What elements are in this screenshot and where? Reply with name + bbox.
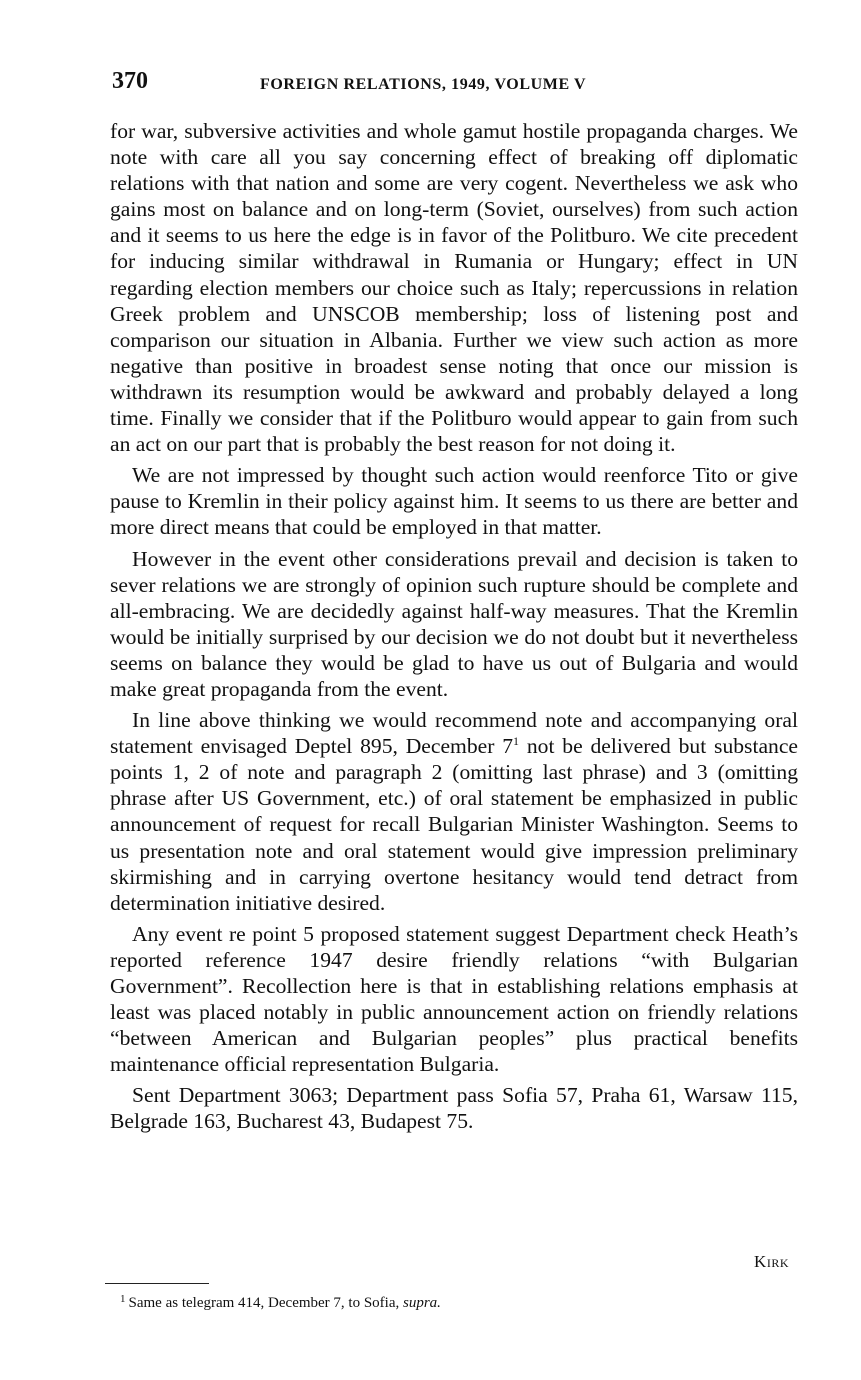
footnote-mark: 1 xyxy=(120,1293,126,1305)
paragraph-4-start: In line above thinking we would recommend note and accompanying oral statement envisaged Deptel 895, December 7 xyxy=(110,708,798,759)
footnote-divider xyxy=(105,1283,209,1284)
footnote-reference: 1 xyxy=(513,734,520,749)
footnote xyxy=(120,1293,441,1312)
paragraph-3: However in the event other considerations prevail and decision is taken to sever relations we are strongly of opinion such rupture should be complete and all-embracing. We are decidedly against half-way measures. That the Kremlin would be initially surprised by our decision we do not doubt but it nevertheless seems on balance they would be glad to have us out of Bulgaria and would make great propaganda from the event. xyxy=(110,546,798,701)
running-title: FOREIGN RELATIONS, 1949, VOLUME V xyxy=(260,76,587,93)
page-header xyxy=(112,68,802,100)
paragraph-6: Sent Department 3063; Department pass Sofia 57, Praha 61, Warsaw 115, Belgrade 163, Bucharest 43, Budapest 75. xyxy=(110,1083,798,1134)
paragraph-4 xyxy=(110,707,798,916)
paragraph-1: for war, subversive activities and whole gamut hostile propaganda charges. We note with care all you say concerning effect of breaking off diplomatic relations with that nation and some are very cogent. Nevertheless we ask who gains most on balance and on long-term (Soviet, ourselves) from such action and it seems to us here the edge is in favor of the Politburo. We cite precedent for inducing similar withdrawal in Rumania or Hungary; effect in UN regarding election members our choice such as Italy; repercussions in relation Greek problem and UNSCOB membership; loss of listening post and comparison our situation in Albania. Further we view such action as more negative than positive in broadest sense noting that once our mission is withdrawn its resumption would be awkward and probably delayed a long time. Finally we consider that if the Politburo would appear to gain from such an act on our part that is probably the best reason for not doing it. xyxy=(110,119,798,457)
paragraph-5: Any event re point 5 proposed statement suggest Department check Heath’s reported reference 1947 desire friendly relations “with Bulgarian Government”. Recollection here is that in establishing relations emphasis at least was placed notably in public announcement action on friendly relations “between American and Bulgarian peoples” plus practical benefits maintenance official representation Bulgaria. xyxy=(110,921,798,1077)
paragraph-4-rest: not be delivered but substance points 1, 2 of note and paragraph 2 (omitting last phrase) and 3 (omitting phrase after US Government, etc.) of oral statement be emphasized in public announcement of request for recall Bulgarian Minister Washington. Seems to us presentation note and oral statement would give impression preliminary skirmishing and in carrying overtone hesitancy would tend detract from determination initiative desired. xyxy=(110,734,798,915)
page-number: 370 xyxy=(112,68,148,94)
paragraph-2: We are not impressed by thought such action would reenforce Tito or give pause to Kremlin in their policy against him. It seems to us there are better and more direct means that could be employed in that matter. xyxy=(110,463,798,540)
footnote-italic: supra. xyxy=(403,1295,441,1311)
footnote-text: Same as telegram 414, December 7, to Sofia, xyxy=(128,1295,403,1311)
signature: Kirk xyxy=(754,1252,789,1271)
telegram-body xyxy=(110,118,798,1140)
